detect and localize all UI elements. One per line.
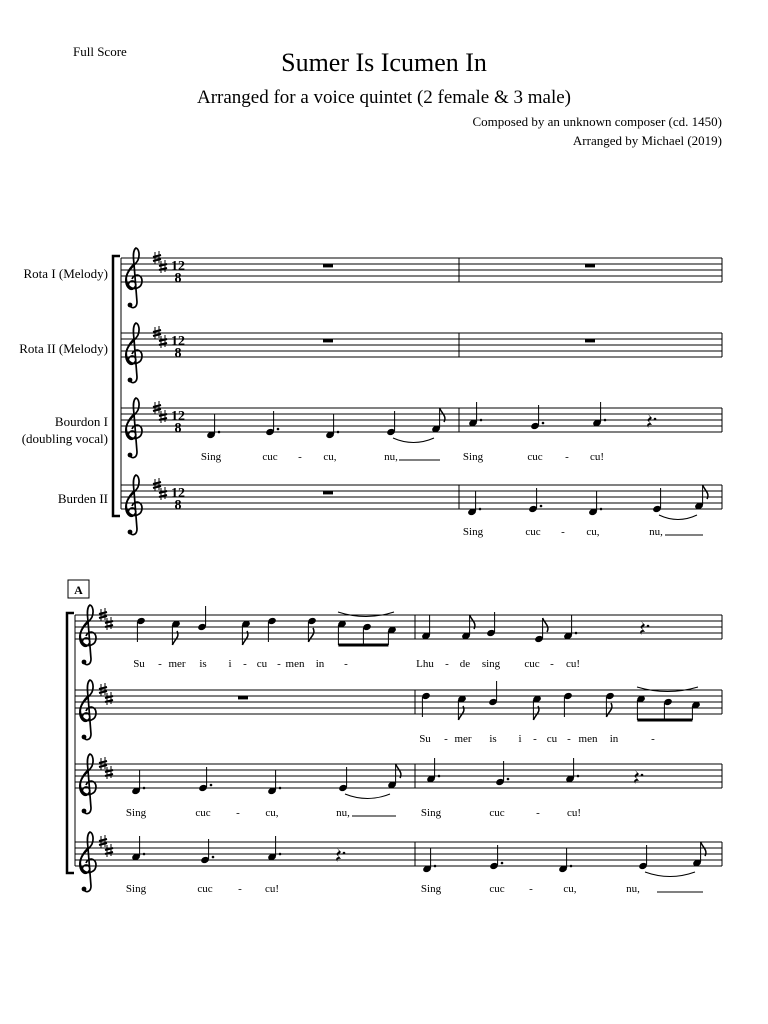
sharp-icon [99,757,107,770]
treble-clef-icon [126,323,142,383]
lyric: is [489,733,497,745]
lyric: nu, [384,451,398,463]
lyric: de [459,658,471,670]
dot [480,419,483,422]
treble-clef-icon [126,475,142,535]
lyric: cu, [563,883,577,895]
part-label-bourdon-1-name: Bourdon I [54,414,108,429]
dot [570,865,573,868]
lyric: - [445,658,449,670]
slur [659,515,697,520]
lyric: Lhu [416,658,434,670]
dot [438,775,441,778]
lyric: - [277,658,281,670]
time-signature-top: 12 [171,334,185,349]
dot [343,852,346,855]
whole-rest-icon [323,491,333,494]
arranger-credit: Arranged by Michael (2019) [572,133,722,148]
sharp-icon [153,326,161,339]
whole-rest-icon [323,339,333,342]
note-flag [606,703,612,717]
dot [641,774,644,777]
lyric: nu, [649,526,663,538]
part-label-rota-2: Rota II (Melody) [19,341,108,356]
lyric: - [238,883,242,895]
lyric: - [344,658,348,670]
sharp-icon [159,410,167,423]
slur [338,612,394,617]
time-signature-top: 12 [171,259,185,274]
sharp-icon [105,692,113,705]
part-label-burden-2: Burden II [57,491,108,506]
lyric: - [236,807,240,819]
note-flag [308,628,314,642]
time-signature-bottom: 8 [174,271,182,286]
lyric: - [298,451,302,463]
treble-clef-icon [80,832,96,892]
lyric: cu [546,733,558,745]
lyric: cuc [489,807,505,819]
treble-clef-icon [80,754,96,814]
score-subtitle: Arranged for a voice quintet (2 female & 3 male) [196,87,572,108]
lyric: Sing [200,451,222,463]
dot [279,787,282,790]
lyric: mer [168,658,186,670]
full-score-label: Full Score [73,44,127,59]
lyric: - [529,883,533,895]
treble-clef-icon [80,605,96,665]
sharp-icon [153,251,161,264]
sharp-icon [159,335,167,348]
time-signature-bottom: 8 [174,346,182,361]
lyric: men [578,733,598,745]
sharp-icon [99,608,107,621]
sharp-icon [153,401,161,414]
dot [337,431,340,434]
dot [479,508,482,511]
lyric: men [285,658,305,670]
lyric: - [533,733,537,745]
lyric: Sing [462,451,484,463]
lyric: sing [481,658,501,670]
treble-clef-icon [126,398,142,458]
lyric: Sing [420,807,442,819]
lyric: in [609,733,619,745]
lyric: - [536,807,540,819]
dot [218,431,221,434]
lyric: - [158,658,162,670]
lyric: cu! [264,883,280,895]
lyric: cuc [525,526,541,538]
sharp-icon [159,260,167,273]
rehearsal-mark: A [74,583,83,597]
system-2-bracket [67,613,74,873]
lyric: Sing [125,807,147,819]
lyric: i [518,733,522,745]
dot [279,853,282,856]
lyric: nu, [336,807,350,819]
whole-rest-icon [323,264,333,267]
lyric: cu, [265,807,279,819]
time-signature-bottom: 8 [174,421,182,436]
dot [542,422,545,425]
time-signature-top: 12 [171,409,185,424]
dot [434,865,437,868]
lyric: cuc [195,807,211,819]
slur [637,687,698,692]
lyric: - [567,733,571,745]
lyric: cu, [323,451,337,463]
slur [345,794,390,799]
lyric: - [444,733,448,745]
lyric: nu, [626,883,640,895]
lyric: is [199,658,207,670]
lyric: Sing [462,526,484,538]
lyric: cuc [262,451,278,463]
dot [600,508,603,511]
part-label-bourdon-1-note: (doubling vocal) [21,431,108,446]
dot [507,778,510,781]
lyric: - [561,526,565,538]
lyric: cu [256,658,268,670]
whole-rest-icon [238,696,248,699]
lyric: - [565,451,569,463]
lyric: Su [133,658,145,670]
composer-credit: Composed by an unknown composer (cd. 1450) [472,114,722,129]
lyric: in [315,658,325,670]
lyric: - [550,658,554,670]
dot [604,419,607,422]
time-signature-top: 12 [171,486,185,501]
lyric: mer [454,733,472,745]
lyric: i [228,658,232,670]
dot [501,862,504,865]
dot [210,784,213,787]
sharp-icon [153,478,161,491]
dot [143,853,146,856]
time-signature-bottom: 8 [174,498,182,513]
lyric: cu! [565,658,581,670]
lyric: cuc [489,883,505,895]
note-flag [543,618,548,632]
whole-rest-icon [585,339,595,342]
dot [212,856,215,859]
slur [393,438,434,443]
score-title: Sumer Is Icumen In [281,48,487,77]
treble-clef-icon [126,248,142,308]
dot [647,625,650,628]
lyric: cuc [197,883,213,895]
treble-clef-icon [80,680,96,740]
sharp-icon [159,487,167,500]
dot [577,775,580,778]
dot [575,632,578,635]
lyric: cu! [566,807,582,819]
system-1-bracket [113,256,120,516]
lyric: - [651,733,655,745]
lyric: cu, [586,526,600,538]
dot [143,787,146,790]
dot [277,428,280,431]
sharp-icon [105,766,113,779]
lyric: Sing [125,883,147,895]
whole-rest-icon [585,264,595,267]
sharp-icon [105,617,113,630]
sharp-icon [105,844,113,857]
part-label-rota-1: Rota I (Melody) [23,266,108,281]
lyric: Sing [420,883,442,895]
lyric: Su [419,733,431,745]
lyric: cu! [589,451,605,463]
lyric: - [243,658,247,670]
dot [540,505,543,508]
lyric: cuc [527,451,543,463]
sharp-icon [99,683,107,696]
lyric: cuc [524,658,540,670]
dot [654,418,657,421]
sharp-icon [99,835,107,848]
slur [645,872,695,877]
